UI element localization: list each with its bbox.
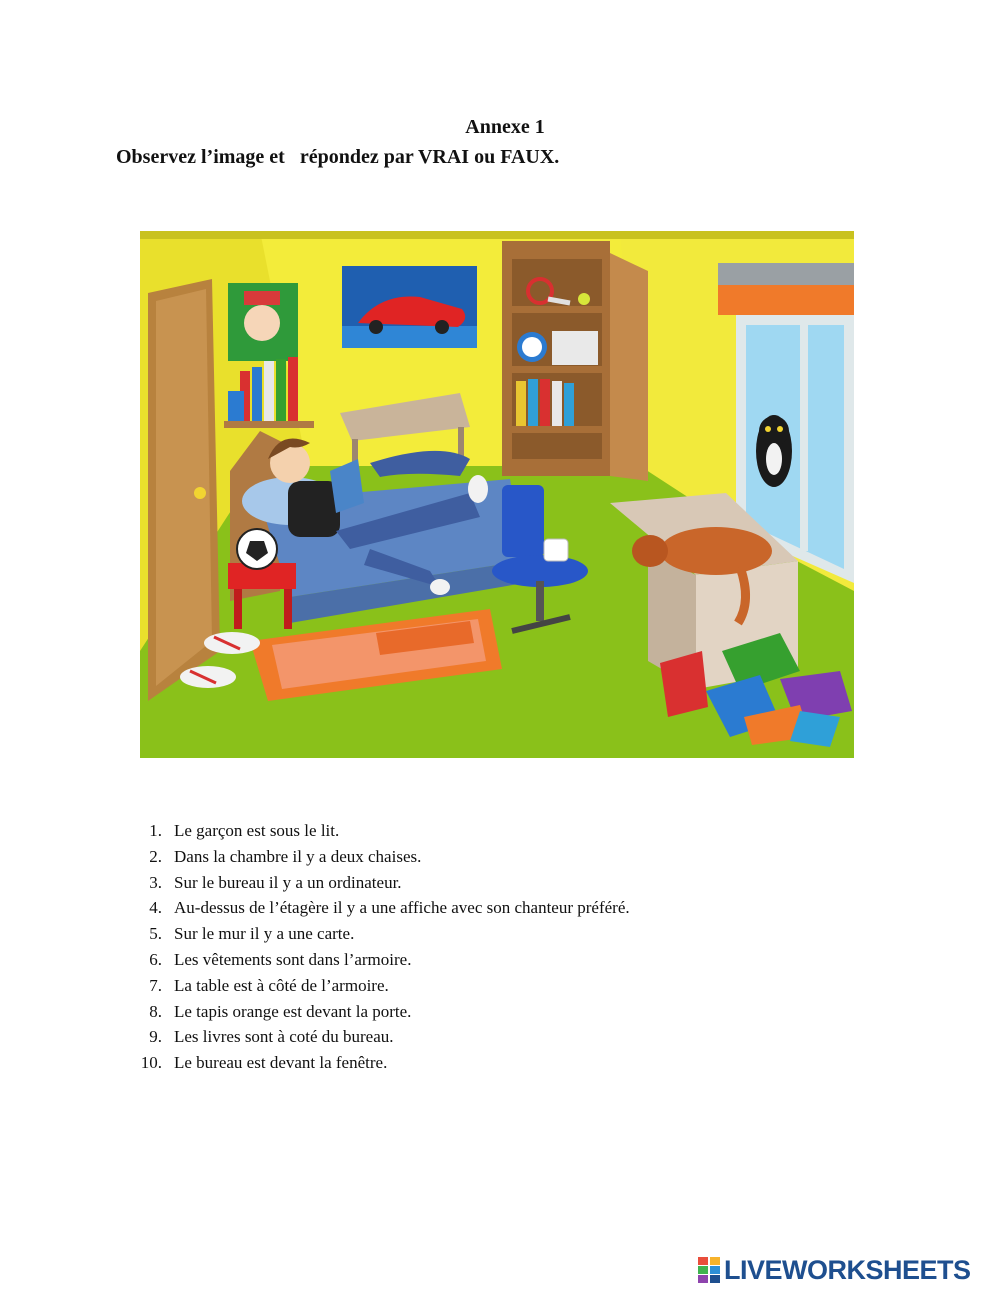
wall-shelf bbox=[224, 421, 314, 428]
question-number: 10. bbox=[140, 1053, 162, 1073]
question-text: Les vêtements sont dans l’armoire. bbox=[174, 949, 412, 969]
question-number: 1. bbox=[149, 821, 162, 840]
question-text: Les livres sont à coté du bureau. bbox=[174, 1027, 394, 1047]
question-number: 7. bbox=[149, 975, 162, 995]
question-number: 9. bbox=[149, 1027, 162, 1047]
question-number: 4. bbox=[149, 898, 162, 918]
cup bbox=[544, 539, 568, 561]
question-number: 2. bbox=[149, 846, 162, 866]
liveworksheets-brand[interactable] bbox=[698, 1255, 971, 1285]
question-text: La table est à côté de l’armoire. bbox=[174, 975, 389, 995]
question-number: 6. bbox=[149, 949, 162, 969]
chair bbox=[502, 485, 544, 557]
door-knob bbox=[194, 487, 206, 499]
question-number: 5. bbox=[149, 924, 162, 944]
question-text: Le tapis orange est devant la porte. bbox=[174, 1001, 412, 1021]
question-number: 3. bbox=[149, 872, 162, 892]
question-text: Sur le bureau il y a un ordinateur. bbox=[174, 872, 402, 892]
liveworksheets-logo-icon bbox=[698, 1257, 720, 1283]
wardrobe-door bbox=[610, 253, 648, 481]
shoe bbox=[204, 632, 260, 654]
question-text: Le garçon est sous le lit. bbox=[174, 821, 340, 840]
bedroom-illustration bbox=[140, 231, 854, 758]
question-text: Sur le mur il y a une carte. bbox=[174, 924, 355, 944]
instruction-text: Observez l’image et répondez par VRAI ou FAUX. bbox=[116, 146, 560, 168]
page-title: Annexe 1 bbox=[465, 116, 545, 138]
question-text: Le bureau est devant la fenêtre. bbox=[174, 1053, 388, 1073]
question-number: 8. bbox=[149, 1001, 162, 1021]
boy bbox=[288, 481, 340, 537]
shoe bbox=[180, 666, 236, 688]
question-text: Dans la chambre il y a deux chaises. bbox=[174, 846, 422, 866]
question-text: Au-dessus de l’étagère il y a une affiche avec son chanteur préféré. bbox=[174, 898, 630, 918]
dog bbox=[660, 527, 772, 575]
window-blind bbox=[718, 263, 854, 285]
liveworksheets-wordmark: LIVEWORKSHEETS bbox=[724, 1254, 971, 1285]
